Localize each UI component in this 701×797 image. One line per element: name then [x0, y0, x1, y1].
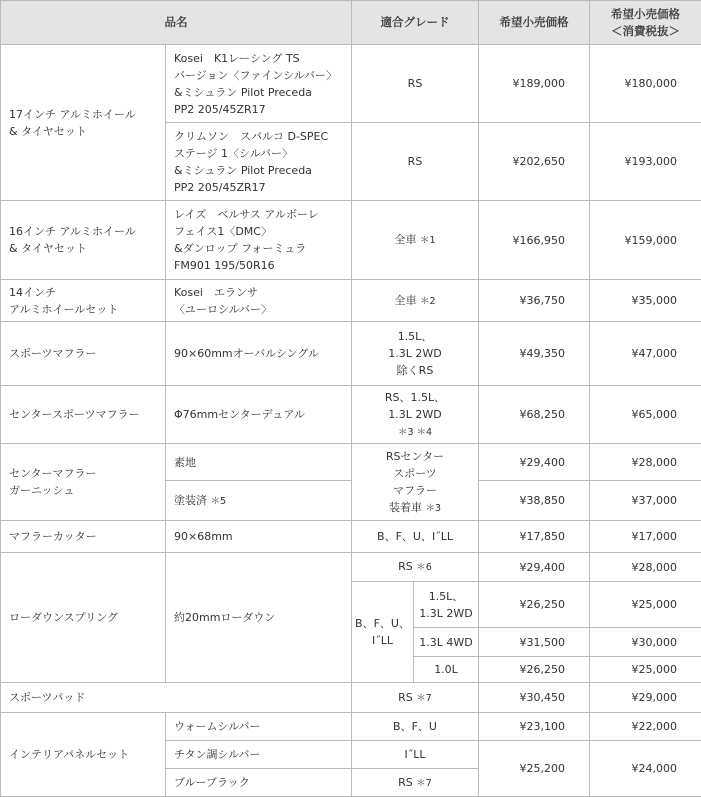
footnote-mark: ＊6: [416, 562, 432, 573]
grade-cell: I˝LL: [352, 741, 479, 769]
grade-cell: [352, 683, 479, 713]
product-cell: チタン調シルバー: [166, 741, 352, 769]
price-excl-cell: ¥159,000: [590, 201, 701, 280]
product-text: 塗装済: [174, 494, 207, 507]
price-cell: ¥166,950: [479, 201, 590, 280]
price-excl-cell: ¥47,000: [590, 322, 701, 386]
header-row: [1, 1, 701, 45]
price-cell: ¥25,200: [479, 741, 590, 797]
price-cell: ¥23,100: [479, 713, 590, 741]
price-excl-cell: ¥28,000: [590, 553, 701, 582]
table-row: [1, 280, 701, 322]
price-cell: ¥49,350: [479, 322, 590, 386]
header-price: 希望小売価格: [479, 1, 590, 45]
category-cell: 17インチ アルミホイール & タイヤセット: [1, 45, 166, 201]
price-cell: ¥31,500: [479, 628, 590, 657]
price-excl-cell: ¥25,000: [590, 657, 701, 683]
grade-cell: [352, 386, 479, 444]
header-grade: 適合グレード: [352, 1, 479, 45]
price-excl-cell: ¥25,000: [590, 582, 701, 628]
grade-text: RS、1.5L、 1.3L 2WD: [385, 391, 445, 421]
product-cell: ウォームシルバー: [166, 713, 352, 741]
table-row: [1, 444, 701, 481]
product-cell: Φ76mmセンターデュアル: [166, 386, 352, 444]
grade-cell: B、F、U: [352, 713, 479, 741]
subgrade-cell: 1.0L: [414, 657, 479, 683]
price-excl-cell: ¥37,000: [590, 481, 701, 521]
price-excl-cell: ¥193,000: [590, 123, 701, 201]
table-row: [1, 713, 701, 741]
table-row: [1, 201, 701, 280]
footnote-mark: ＊3 ＊4: [398, 427, 432, 438]
grade-group-cell: B、F、U、 I˝LL: [352, 582, 414, 683]
product-cell: レイズ ベルサス アルボーレ フェイス1〈DMC〉 &ダンロップ フォーミュラ FM901 195/50R16: [166, 201, 352, 280]
product-cell: Kosei エランサ 〈ユーロシルバー〉: [166, 280, 352, 322]
price-cell: ¥29,400: [479, 444, 590, 481]
price-excl-cell: ¥22,000: [590, 713, 701, 741]
grade-cell: [352, 444, 479, 521]
table-row: [1, 521, 701, 553]
price-excl-cell: ¥30,000: [590, 628, 701, 657]
price-cell: ¥26,250: [479, 657, 590, 683]
header-product-name: 品名: [1, 1, 352, 45]
category-cell: ローダウンスプリング: [1, 553, 166, 683]
category-cell: 16インチ アルミホイール & タイヤセット: [1, 201, 166, 280]
footnote-mark: ＊1: [420, 235, 436, 246]
grade-cell: RS: [352, 45, 479, 123]
price-cell: ¥189,000: [479, 45, 590, 123]
price-cell: ¥36,750: [479, 280, 590, 322]
price-cell: ¥30,450: [479, 683, 590, 713]
product-cell: ブルーブラック: [166, 769, 352, 797]
price-cell: ¥68,250: [479, 386, 590, 444]
subgrade-cell: 1.3L 4WD: [414, 628, 479, 657]
product-cell: クリムソン スパルコ D-SPEC ステージ 1〈シルバー〉 &ミシュラン Pilot Preceda PP2 205/45ZR17: [166, 123, 352, 201]
grade-text: 全車: [394, 294, 416, 307]
category-cell: インテリアパネルセット: [1, 713, 166, 797]
price-excl-cell: ¥35,000: [590, 280, 701, 322]
footnote-mark: ＊5: [211, 496, 227, 507]
product-cell: 約20mmローダウン: [166, 553, 352, 683]
grade-text: RS: [398, 691, 413, 704]
category-cell: スポーツパッド: [1, 683, 352, 713]
footnote-mark: ＊7: [416, 693, 432, 704]
grade-text: RS: [398, 560, 413, 573]
price-cell: ¥202,650: [479, 123, 590, 201]
footnote-mark: ＊2: [420, 296, 436, 307]
grade-cell: B、F、U、I˝LL: [352, 521, 479, 553]
table-row: [1, 683, 701, 713]
price-cell: ¥29,400: [479, 553, 590, 582]
price-excl-cell: ¥65,000: [590, 386, 701, 444]
category-cell: センタースポーツマフラー: [1, 386, 166, 444]
table-row: [1, 322, 701, 386]
product-cell: 90×60mmオーバルシングル: [166, 322, 352, 386]
product-cell: 90×68mm: [166, 521, 352, 553]
product-cell: 素地: [166, 444, 352, 481]
price-excl-cell: ¥29,000: [590, 683, 701, 713]
price-cell: ¥17,850: [479, 521, 590, 553]
grade-text: RS: [398, 776, 413, 789]
grade-cell: [352, 201, 479, 280]
category-cell: 14インチ アルミホイールセット: [1, 280, 166, 322]
footnote-mark: ＊3: [425, 503, 441, 514]
grade-text: RSセンター スポーツ マフラー 装着車: [386, 450, 444, 514]
price-excl-cell: ¥24,000: [590, 741, 701, 797]
price-excl-cell: ¥28,000: [590, 444, 701, 481]
table-row: [1, 386, 701, 444]
grade-cell: [352, 769, 479, 797]
price-excl-cell: ¥17,000: [590, 521, 701, 553]
table-row: [1, 553, 701, 582]
grade-text: 全車: [394, 233, 416, 246]
price-cell: ¥26,250: [479, 582, 590, 628]
price-excl-cell: ¥180,000: [590, 45, 701, 123]
grade-cell: 1.5L、 1.3L 2WD 除くRS: [352, 322, 479, 386]
subgrade-cell: 1.5L、 1.3L 2WD: [414, 582, 479, 628]
table-row: [1, 45, 701, 123]
price-cell: ¥38,850: [479, 481, 590, 521]
product-cell: Kosei K1レーシング TS バージョン〈ファインシルバー〉 &ミシュラン Pilot Preceda PP2 205/45ZR17: [166, 45, 352, 123]
category-cell: スポーツマフラー: [1, 322, 166, 386]
grade-cell: [352, 553, 479, 582]
grade-cell: [352, 280, 479, 322]
header-price-excl-tax: 希望小売価格 ＜消費税抜＞: [590, 1, 701, 45]
category-cell: センターマフラー ガーニッシュ: [1, 444, 166, 521]
footnote-mark: ＊7: [416, 778, 432, 789]
grade-cell: RS: [352, 123, 479, 201]
product-cell: [166, 481, 352, 521]
category-cell: マフラーカッター: [1, 521, 166, 553]
